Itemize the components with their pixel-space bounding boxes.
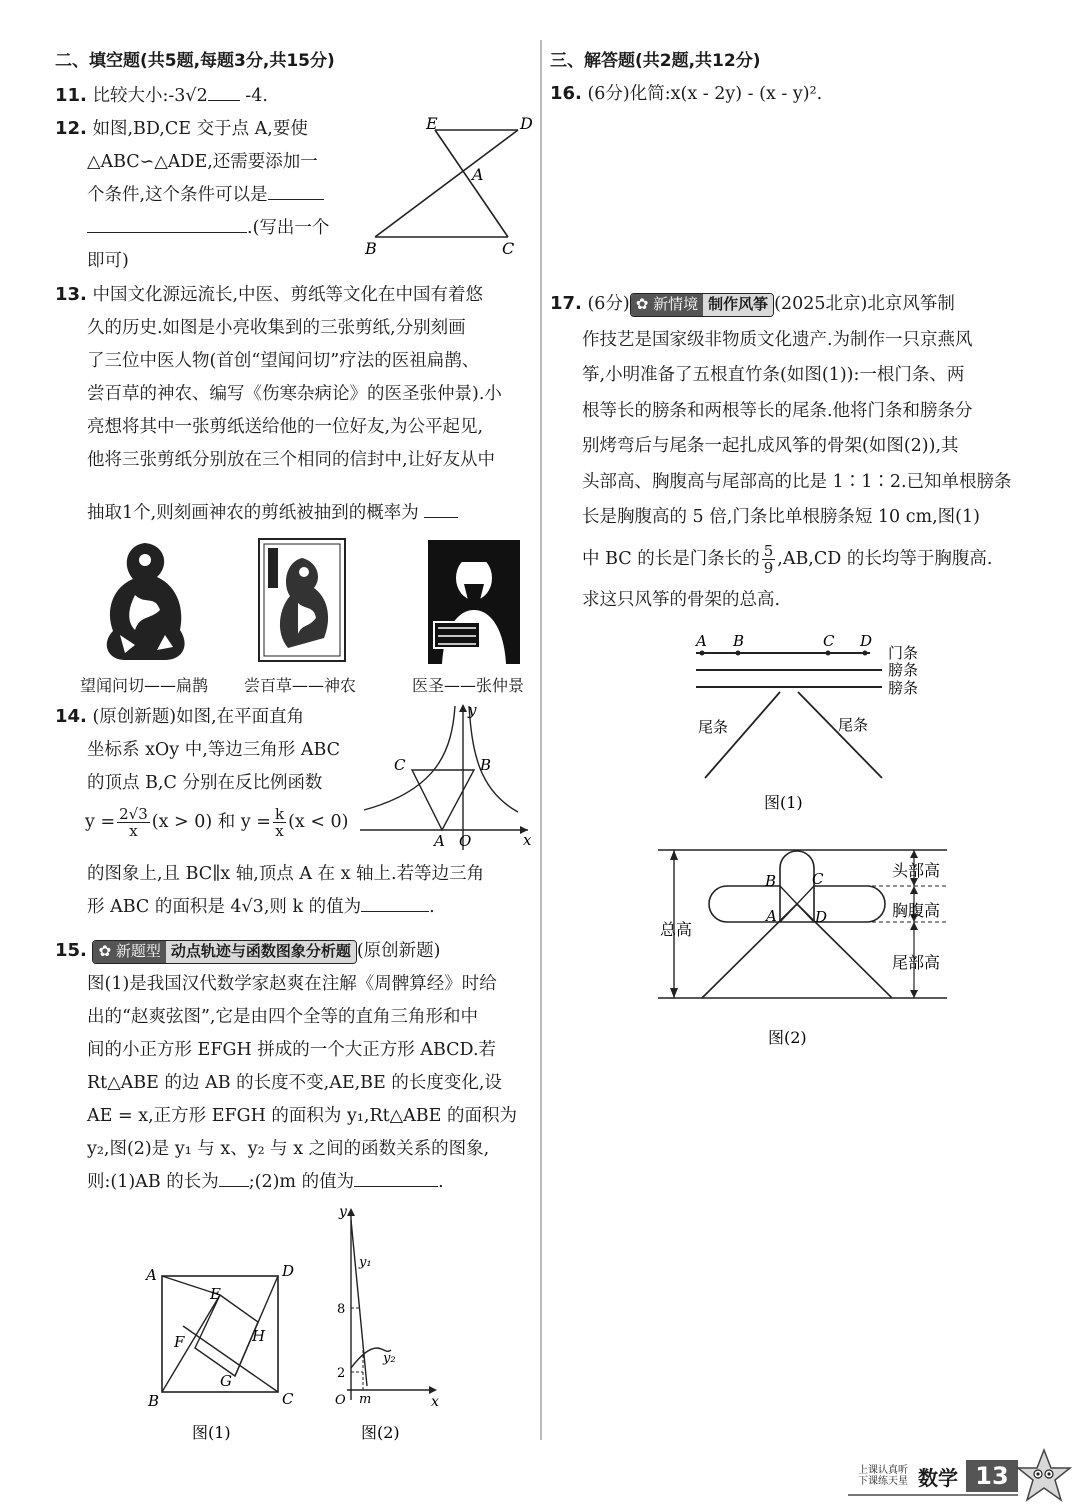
label-H: H: [252, 1327, 266, 1345]
answer-blank[interactable]: [87, 214, 247, 233]
q14-line: 的图象上,且 BC∥x 轴,顶点 A 在 x 轴上.若等边三角: [87, 864, 485, 884]
footer-subject: 数学: [918, 1466, 958, 1490]
label-head-height: 头部高: [892, 861, 941, 880]
question-number: 11.: [55, 85, 87, 106]
eq-text: y =: [85, 812, 116, 832]
label-O: O: [459, 832, 472, 850]
q12-line: 个条件,这个条件可以是: [87, 185, 268, 205]
question-number: 16.: [550, 83, 582, 104]
axis-y-label: y: [468, 701, 477, 719]
figure-caption: 图(2): [361, 1423, 400, 1442]
label-C: C: [502, 239, 515, 258]
label-B: B: [365, 239, 377, 258]
q13-line: 他将三张剪纸分别放在三个相同的信封中,让好友从中: [87, 450, 496, 470]
label-tail-height: 尾部高: [892, 953, 941, 972]
answer-blank[interactable]: [219, 1168, 249, 1187]
figure-caption: 图(2): [768, 1028, 807, 1047]
answer-blank[interactable]: [268, 181, 324, 200]
q17-line: 中 BC 的长是门条长的: [582, 548, 760, 569]
label-bang-stick-1: 膀条: [888, 661, 919, 679]
q12-line: △ABC∽△ADE,还需要添加一: [87, 152, 318, 172]
question-number: 13.: [55, 284, 87, 305]
question-17: [550, 286, 1035, 619]
q14-equation: [55, 806, 355, 839]
tag-topic: 动点轨迹与函数图象分析题: [166, 941, 356, 963]
q17-line: 根等长的膀条和两根等长的尾条.他将门条和膀条分: [582, 400, 973, 421]
star-icon: ✿ 新题型: [93, 941, 165, 963]
axis-y-label: y: [339, 1204, 347, 1220]
fraction: [117, 806, 150, 839]
q14-figure: [358, 700, 538, 852]
question-number: 15.: [55, 940, 87, 961]
label-A: A: [434, 832, 445, 850]
function-graph-figure: [325, 1200, 455, 1460]
q12-line: .(写出一个: [247, 218, 330, 238]
kite-frame-figure: [652, 838, 972, 1053]
numerator: 5: [763, 541, 774, 560]
denominator: 9: [763, 558, 774, 577]
label-D: D: [282, 1262, 295, 1280]
question-number: 17.: [550, 293, 582, 314]
zhaoshuang-figure: [140, 1258, 300, 1458]
label-B: B: [480, 756, 492, 774]
label-C: C: [812, 870, 824, 888]
label-C: C: [282, 1390, 294, 1408]
label-B: B: [148, 1392, 160, 1410]
q15-line: Rt△ABE 的边 AB 的长度不变,AE,BE 的长度变化,设: [87, 1073, 502, 1093]
star-mascot-icon: [1016, 1448, 1072, 1504]
new-context-tag: [630, 293, 774, 317]
slogan-line: 下课练天星: [858, 1476, 908, 1487]
q17-line: 别烤弯后与尾条一起扎成风筝的骨架(如图(2)),其: [582, 436, 959, 456]
footer-slogan: [858, 1465, 908, 1487]
question-12: [55, 112, 365, 278]
q11-text-post: -4.: [245, 86, 268, 106]
label-B: B: [765, 872, 777, 890]
section-title-fill-blank: 二、填空题(共5题,每题3分,共15分): [55, 51, 335, 71]
label-wei-stick-1: 尾条: [698, 718, 729, 736]
question-16: [550, 77, 822, 111]
curve-y2-label: y₂: [383, 1351, 396, 1366]
kite-sticks-figure: [660, 628, 960, 818]
q17-line: 求这只风筝的骨架的总高.: [582, 590, 781, 610]
q13-line: 中国文化源远流长,中医、剪纸等文化在中国有着悠: [92, 285, 484, 305]
label-A: A: [146, 1266, 157, 1284]
label-D: D: [860, 632, 873, 650]
numerator: k: [274, 805, 285, 823]
q16-text: (6分)化简:x(x - 2y) - (x - y)².: [587, 84, 823, 104]
q15-line: 出的“赵爽弦图”,它是由四个全等的直角三角形和中: [87, 1007, 478, 1027]
q14-line: 的顶点 B,C 分别在反比例函数: [87, 773, 323, 793]
q15-line: 图(1)是我国汉代数学家赵爽在注解《周髀算经》时给: [87, 974, 497, 994]
answer-blank[interactable]: [361, 893, 429, 912]
label-B: B: [733, 632, 745, 650]
denominator: x: [129, 822, 138, 840]
figure-caption: 图(1): [764, 793, 803, 812]
q11-text-pre: 比较大小:-3√2: [92, 86, 208, 106]
curve-y1-label: y₁: [359, 1255, 372, 1270]
label-wei-stick-2: 尾条: [838, 716, 869, 734]
q15-line: ;(2)m 的值为: [248, 1172, 355, 1192]
q17-line: 筝,小明准备了五根直竹条(如图(1)):一根门条、两: [582, 365, 965, 385]
q15-line: 间的小正方形 EFGH 拼成的一个大正方形 ABCD.若: [87, 1040, 497, 1060]
papercut-zhangzhongjing-image: [428, 540, 520, 664]
papercut-bianque-image: [95, 535, 195, 665]
q17-line: ,AB,CD 的长均等于胸腹高.: [777, 548, 993, 569]
q13-line: 亮想将其中一张剪纸送给他的一位好友,为公平起见,: [87, 417, 484, 437]
label-E: E: [426, 114, 438, 133]
axis-x-label: x: [431, 1394, 439, 1410]
q17-line: 作技艺是国家级非物质文化遗产.为制作一只京燕风: [582, 329, 973, 350]
question-number: 14.: [55, 706, 87, 727]
slogan-line: 上课认真听: [858, 1465, 908, 1476]
eq-text: (x > 0) 和 y =: [151, 812, 271, 832]
papercut-caption-2: 尝百草——神农: [244, 676, 357, 695]
page-number: 13: [966, 1460, 1018, 1492]
label-m: m: [359, 1392, 372, 1407]
q14-line: 形 ABC 的面积是 4√3,则 k 的值为: [87, 897, 362, 917]
tick-2: 2: [337, 1366, 346, 1381]
question-14-cont: 的图象上,且 BC∥x 轴,顶点 A 在 x 轴上.若等边三角 形 ABC 的面积是 4√3,则 k 的值为 .: [55, 858, 535, 924]
question-number: 12.: [55, 118, 87, 139]
question-14: [55, 700, 355, 839]
figure-caption: 图(1): [192, 1423, 231, 1442]
question-13: [55, 278, 535, 530]
answer-area-q16[interactable]: [560, 118, 1040, 278]
question-11: [55, 79, 268, 113]
papercut-shennong-image: [258, 538, 346, 662]
label-C: C: [394, 756, 406, 774]
papercut-caption-1: 望闻问切——扁鹊: [80, 676, 209, 695]
answer-blank[interactable]: [354, 1168, 438, 1187]
label-G: G: [220, 1372, 232, 1390]
axis-x-label: x: [523, 831, 532, 849]
papercut-caption-3: 医圣——张仲景: [412, 676, 525, 695]
label-D: D: [520, 114, 533, 133]
q13-line: 尝百草的神农、编写《伤寒杂病论》的医圣张仲景).小: [87, 384, 502, 404]
q15-line: .: [438, 1172, 444, 1192]
answer-blank[interactable]: [424, 487, 458, 518]
label-men-stick: 门条: [888, 644, 919, 662]
fraction: [762, 543, 776, 576]
label-F: F: [174, 1333, 185, 1351]
label-chest-height: 胸腹高: [892, 901, 941, 920]
numerator: 2√3: [119, 805, 148, 823]
q15-line: AE = x,正方形 EFGH 的面积为 y₁,Rt△ABE 的面积为: [87, 1106, 517, 1126]
answer-blank[interactable]: [208, 82, 240, 101]
q13-line: 久的历史.如图是小亮收集到的三张剪纸,分别刻画: [87, 318, 466, 338]
label-bang-stick-2: 膀条: [888, 679, 919, 697]
q15-line: 则:(1)AB 的长为: [87, 1172, 219, 1192]
footer-rule: [848, 1494, 1018, 1496]
q17-after-tag: (2025北京)北京风筝制: [774, 294, 955, 314]
q12-figure: [360, 112, 540, 262]
q12-line: 即可): [87, 251, 129, 271]
q17-line: 长是胸腹高的 5 倍,门条比单根膀条短 10 cm,图(1): [582, 507, 980, 527]
question-15: [55, 934, 540, 1199]
new-question-type-tag: [92, 940, 356, 964]
eq-text: (x < 0): [288, 812, 349, 832]
q15-line: y₂,图(2)是 y₁ 与 x、y₂ 与 x 之间的函数关系的图象,: [87, 1139, 490, 1159]
q14-line: (原创新题)如图,在平面直角: [92, 707, 305, 727]
section-title-solutions: 三、解答题(共2题,共12分): [550, 51, 761, 71]
origin-label: O: [335, 1393, 346, 1408]
label-D: D: [815, 908, 828, 926]
q17-points: (6分): [587, 294, 630, 314]
q17-line: 头部高、胸腹高与尾部高的比是 1∶1∶2.已知单根膀条: [582, 471, 1012, 492]
label-A: A: [696, 632, 707, 650]
q13-line: 了三位中医人物(首创“望闻问切”疗法的医祖扁鹊、: [87, 351, 480, 371]
q12-line: 如图,BD,CE 交于点 A,要使: [92, 119, 308, 139]
tick-8: 8: [337, 1302, 346, 1317]
label-total-height: 总高: [660, 920, 693, 939]
label-A: A: [472, 165, 484, 184]
fraction: [273, 806, 286, 839]
denominator: x: [275, 822, 284, 840]
label-C: C: [823, 632, 835, 650]
star-icon: ✿ 新情境: [631, 294, 703, 316]
label-A: A: [766, 907, 777, 925]
q14-line: 坐标系 xOy 中,等边三角形 ABC: [87, 740, 341, 760]
q13-line: 抽取1个,则刻画神农的剪纸被抽到的概率为: [87, 503, 419, 523]
column-divider: [540, 40, 542, 1440]
q15-after-tag: (原创新题): [356, 941, 441, 961]
label-E: E: [210, 1285, 221, 1303]
tag-topic: 制作风筝: [703, 294, 773, 316]
